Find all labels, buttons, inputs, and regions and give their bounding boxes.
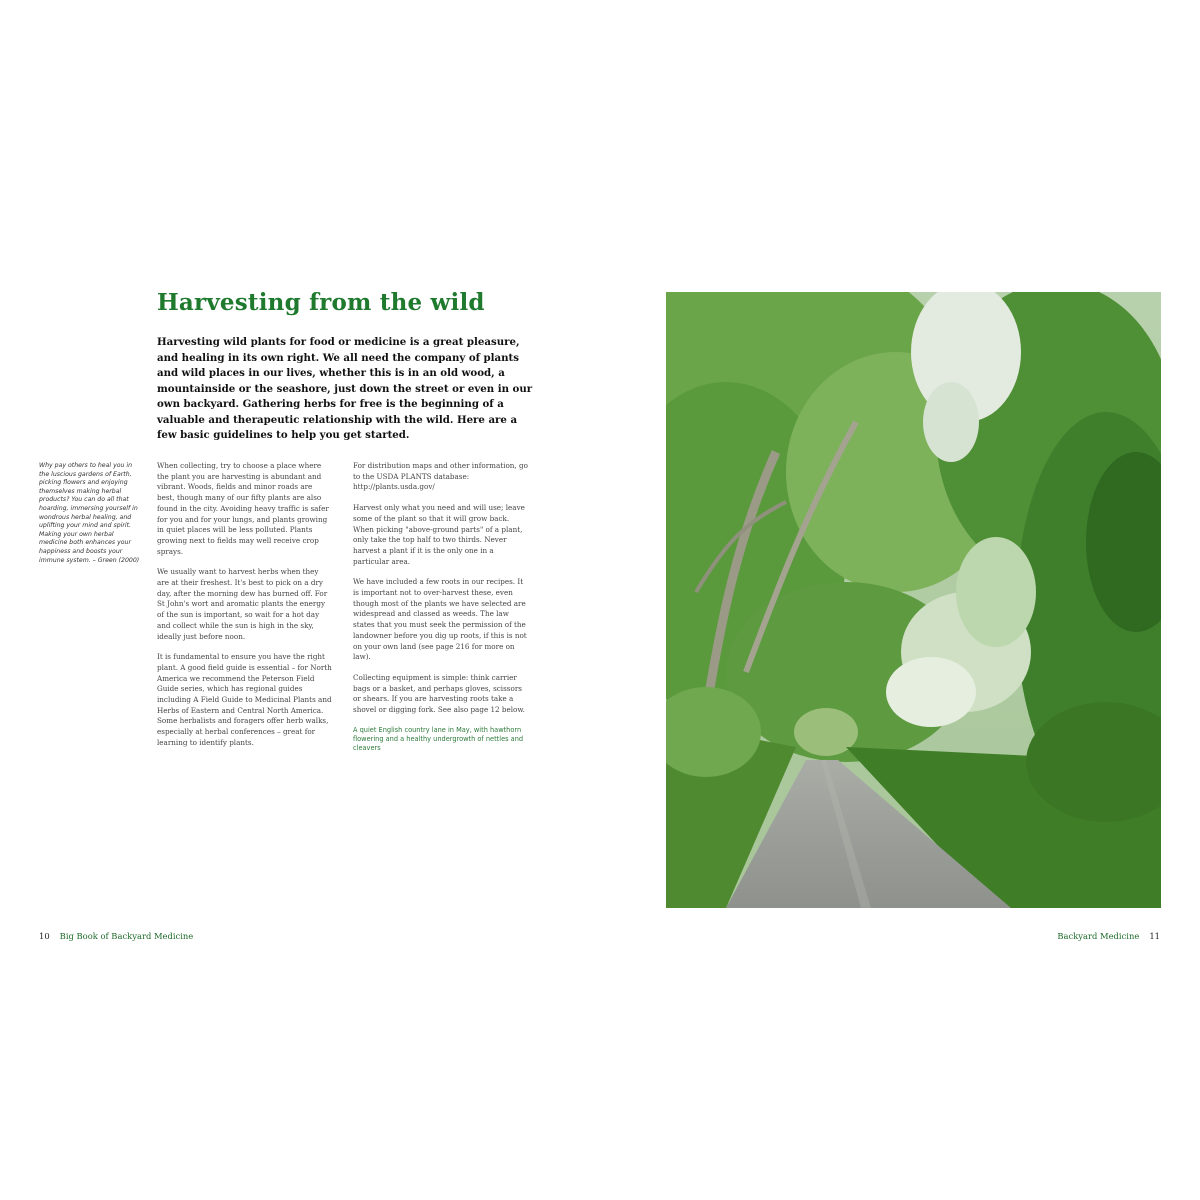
- body-paragraph: For distribution maps and other information, go to the USDA PLANTS database: http://plants.usda.gov/: [353, 461, 528, 492]
- body-paragraph: Harvest only what you need and will use; leave some of the plant so that it will grow back. When picking "above-ground parts" of a plant, only take the top half to two thirds. Never harvest a plant if it is the only one in a particular area.: [353, 503, 525, 566]
- running-head-left: Big Book of Backyard Medicine: [59, 931, 194, 941]
- photo-caption: A quiet English country lane in May, with hawthorn flowering and a healthy undergrowth of nettles and cleavers: [353, 725, 524, 752]
- page-title: Harvesting from the wild: [157, 289, 485, 316]
- body-paragraph: It is fundamental to ensure you have the right plant. A good field guide is essential – for North America we recommend the Peterson Field Guide series, which has regional guides including A Field Guide to Medicinal Plants and Herbs of Eastern and Central North America. Some herbalists and foragers offer herb walks, especially at herbal conferences – great for learning to identify plants.: [157, 652, 332, 747]
- intro-paragraph: Harvesting wild plants for food or medicine is a great pleasure, and healing in its own right. We all need the company of plants and wild places in our lives, whether this is in an old wood, a mountainside or the seashore, just down the street or even in our own backyard. Gathering herbs for free is the beginning of a valuable and therapeutic relationship with the wild. Here are a few basic guidelines to help you get started.: [157, 336, 533, 441]
- country-lane-photo: [666, 292, 1161, 908]
- body-paragraph: Collecting equipment is simple: think carrier bags or a basket, and perhaps gloves, scissors or shears. If you are harvesting roots take a shovel or digging fork. See also page 12 below.: [353, 672, 525, 715]
- body-paragraph: When collecting, try to choose a place where the plant you are harvesting is abundant and vibrant. Woods, fields and minor roads are best, though many of our fifty plants are also found in the city. Avoiding heavy traffic is safer for you and for your lungs, and plants growing in quiet places will be less polluted. Plants growing next to fields may well receive crop sprays.: [157, 461, 329, 556]
- body-column-2: [353, 461, 528, 753]
- page-number-left: 10: [39, 931, 50, 941]
- running-head-right: Backyard Medicine: [1057, 931, 1140, 941]
- sidebar-quote: Why pay others to heal you in the luscious gardens of Earth, picking flowers and enjoying themselves making herbal products? You can do all that hoarding, immersing yourself in wondrous herbal healing, and uplifting your mind and spirit. Making your own herbal medicine both enhances your happiness and boosts your immune system. – Green (2000): [39, 462, 140, 564]
- body-column-1: [157, 461, 332, 759]
- left-folio: [39, 931, 193, 941]
- body-paragraph: We have included a few roots in our recipes. It is important not to over-harvest these, even though most of the plants we have selected are widespread and classed as weeds. The law states that you must seek the permission of the landowner before you dig up roots, if this is not on your own land (see page 216 for more on law).: [353, 577, 527, 662]
- right-folio: [1057, 931, 1160, 941]
- page-number-right: 11: [1149, 931, 1160, 941]
- body-paragraph: We usually want to harvest herbs when they are at their freshest. It's best to pick on a dry day, after the morning dew has burned off. For St John's wort and aromatic plants the energy of the sun is important, so wait for a hot day and collect while the sun is high in the sky, ideally just before noon.: [157, 567, 328, 641]
